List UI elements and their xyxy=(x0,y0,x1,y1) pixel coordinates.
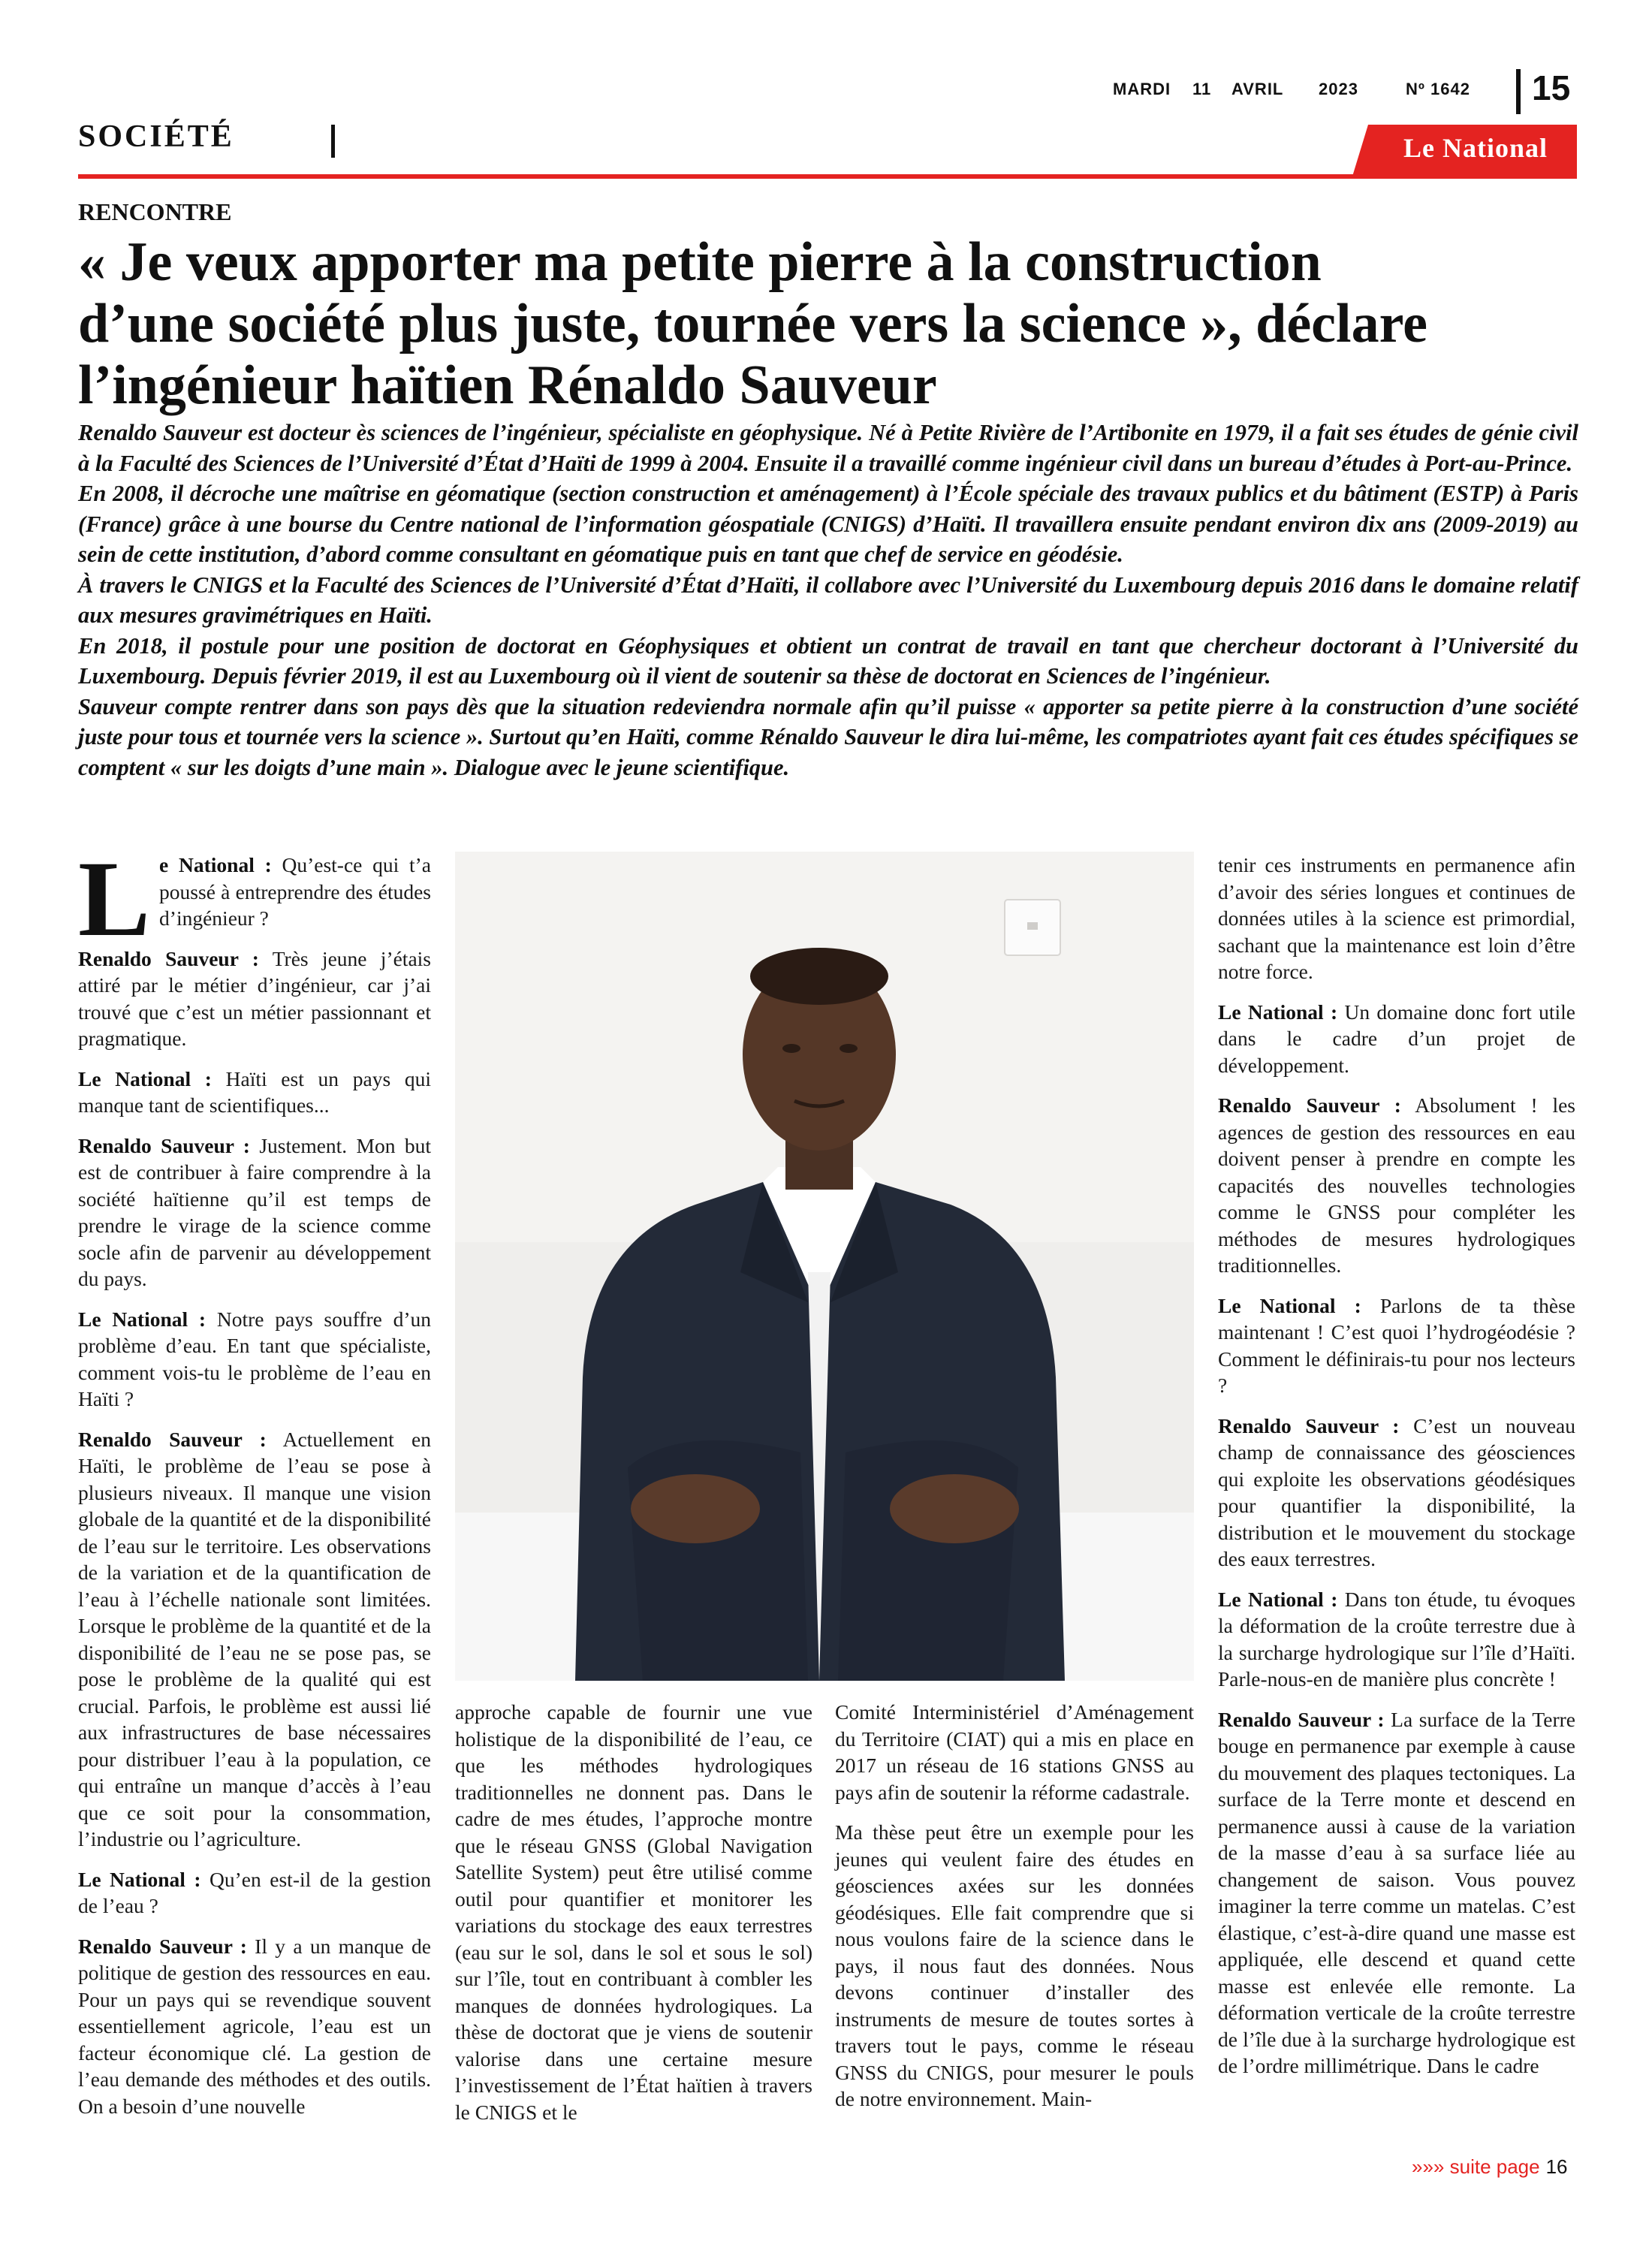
qa-paragraph xyxy=(1218,1413,1575,1573)
speaker: Le National : xyxy=(1218,1587,1338,1611)
qa-paragraph xyxy=(78,1066,431,1119)
section-title: SOCIÉTÉ xyxy=(78,119,234,154)
issue-date-number: 11 xyxy=(1192,80,1212,98)
qa-text: Il y a un manque de politique de gestion des ressources en eau. Pour un pays qui se revendique souvent essentiellement agricole, l’eau est un facteur économique clé. La gestion de l’eau demande des méthodes et des outils. On a besoin d’une nouvelle xyxy=(78,1934,431,2118)
continued-page-number: 16 xyxy=(1545,2155,1568,2178)
qa-paragraph xyxy=(1218,1292,1575,1399)
qa-text: Parlons de ta thèse maintenant ! C’est quoi l’hydrogéodésie ? Comment le définirais-tu pour nos lecteurs ? xyxy=(1218,1293,1575,1397)
header-divider xyxy=(1516,69,1521,114)
speaker: Le National : xyxy=(78,1307,206,1331)
qa-text: Absolument ! les agences de gestion des ressources en eau doivent penser à prendre en compte les capacités des nouvelles technologies comme le GNSS pour compléter les méthodes de mesures hydrologiques traditionnelles. xyxy=(1218,1093,1575,1277)
intro-paragraph: En 2008, il décroche une maîtrise en géomatique (section construction et aménagement) à l’École spéciale des travaux publics et du bâtiment (ESTP) à Paris (France) grâce à une bourse du Centre national de l’information géospatiale (CNIGS) d’Haïti. Il travaillera ensuite pendant environ dix ans (2009-2019) au sein de cette institution, d’abord comme consultant en géomatique puis en tant que chef de service en géodésie. xyxy=(78,481,1578,567)
qa-text: Qu’en est-il de la gestion de l’eau ? xyxy=(78,1867,431,1917)
speaker: Renaldo Sauveur : xyxy=(1218,1093,1401,1117)
headline-line: l’ingénieur haïtien Rénaldo Sauveur xyxy=(78,354,937,416)
qa-text: Justement. Mon but est de contribuer à faire comprendre à la société haïtienne qu’il est temps de prendre le virage de la science comme socle afin de parvenir au développement du pays. xyxy=(78,1133,431,1290)
issue-number: Nº 1642 xyxy=(1406,80,1470,98)
qa-text: C’est un nouveau champ de connaissance des géosciences qui exploite les observations géodésiques pour quantifier la disponibilité, la distribution et le mouvement du stockage des eaux terrestres. xyxy=(1218,1413,1575,1570)
qa-paragraph xyxy=(1218,852,1575,985)
intro-paragraph: Sauveur compte rentrer dans son pays dès que la situation redeviendra normale afin qu’il puisse « apporter sa petite pierre à la construction d’une société juste pour tous et tournée vers la science ». Surtout qu’en Haïti, comme Rénaldo Sauveur le dira lui-même, les compatriotes ayant fait ces études spécifiques se comptent « sur les doigts d’une main ». Dialogue avec le jeune scientifique. xyxy=(78,693,1578,780)
portrait-illustration xyxy=(455,852,1194,1681)
qa-paragraph xyxy=(1218,1092,1575,1279)
speaker: Le National : xyxy=(1218,1000,1338,1024)
article-kicker: RENCONTRE xyxy=(78,198,232,225)
speaker: e National : xyxy=(159,853,272,876)
column-4 xyxy=(1218,852,1575,2093)
portrait-photo xyxy=(455,852,1194,1681)
qa-paragraph xyxy=(78,1306,431,1413)
headline-line: d’une société plus juste, tournée vers la science », déclare xyxy=(78,293,1427,354)
header-rule xyxy=(78,174,1577,179)
speaker: Le National : xyxy=(78,1066,212,1090)
qa-paragraph xyxy=(78,1133,431,1292)
qa-paragraph xyxy=(78,1933,431,2120)
continued-on-page[interactable] xyxy=(1412,2155,1568,2179)
intro-paragraph: En 2018, il postule pour une position de doctorat en Géophysiques et obtient un contrat de travail en tant que chercheur doctorant à l’Université du Luxembourg. Depuis février 2019, il est au Luxembourg où il vient de soutenir sa thèse de doctorat en Sciences de l’ingénieur. xyxy=(78,632,1578,689)
intro-paragraph: Renaldo Sauveur est docteur ès sciences de l’ingénieur, spécialiste en géophysique. Né à Petite Rivière de l’Artibonite en 1979, il a fait ses études de génie civil à la Faculté des Sciences de l’Université d’État d’Haïti de 1999 à 2004. Ensuite il a travaillé comme ingénieur civil dans un bureau d’études à Port-au-Prince. xyxy=(78,420,1578,476)
section-divider xyxy=(331,125,335,158)
column-2 xyxy=(455,1699,812,2139)
intro-paragraph: À travers le CNIGS et la Faculté des Sciences de l’Université d’État d’Haïti, il collabore avec l’Université du Luxembourg depuis 2016 dans le domaine relatif aux mesures gravimétriques en Haïti. xyxy=(78,572,1578,628)
speaker: Renaldo Sauveur : xyxy=(78,1133,250,1157)
issue-year: 2023 xyxy=(1319,80,1358,98)
qa-paragraph xyxy=(1218,1586,1575,1693)
qa-paragraph: Comité Interministériel d’Aménagement du Territoire (CIAT) qui a mis en place en 2017 un réseau de 16 stations GNSS au pays afin de soutenir la réforme cadastrale. xyxy=(835,1700,1194,1804)
qa-text: Un domaine donc fort utile dans le cadre d’un projet de développement. xyxy=(1218,1000,1575,1077)
continued-label: »»» suite page xyxy=(1412,2155,1540,2178)
column-1 xyxy=(78,840,432,2133)
qa-paragraph: approche capable de fournir une vue holistique de la disponibilité de l’eau, ce que les méthodes hydrologiques traditionnelles ne donnent pas. Dans le cadre de mes études, l’approche montre que le réseau GNSS (Global Navigation Satellite System) peut être utilisé comme outil pour quantifier et monitorer les variations du stockage des eaux terrestres (eau sur le sol, dans le sol et sous le sol) sur l’île, tout en contribuant à combler les manques de données hydrologiques. La thèse de doctorat que je viens de soutenir valorise dans une certaine mesure l’investissement de l’État haïtien à travers le CNIGS et le xyxy=(455,1700,812,2124)
qa-text: Notre pays souffre d’un problème d’eau. En tant que spécialiste, comment vois-tu le problème de l’eau en Haïti ? xyxy=(78,1307,431,1410)
speaker: Renaldo Sauveur : xyxy=(78,1934,247,1958)
qa-paragraph xyxy=(78,1866,431,1920)
issue-month: AVRIL xyxy=(1231,80,1284,98)
qa-paragraph xyxy=(1218,1706,1575,2080)
headline-line: « Je veux apporter ma petite pierre à la construction xyxy=(78,231,1322,293)
drop-cap: L xyxy=(78,840,151,959)
speaker: Renaldo Sauveur : xyxy=(1218,1413,1400,1437)
brand-name: Le National xyxy=(1403,133,1548,163)
qa-paragraph xyxy=(78,946,431,1052)
qa-paragraph xyxy=(78,1426,431,1853)
page-number: 15 xyxy=(1532,68,1571,107)
qa-text: Haïti est un pays qui manque tant de scientifiques... xyxy=(78,1066,431,1117)
qa-text: Actuellement en Haïti, le problème de l’eau se pose à plusieurs niveaux. Il manque une vision globale de la quantité et de la disponibilité de l’eau sur le territoire. Les observations de la variation et de la quantification de l’eau à l’échelle nationale sont limitées. Lorsque le problème de la quantité et de la disponibilité de l’eau ne se pose pas, se pose le problème de la qualité qui est crucial. Parfois, le problème est aussi lié aux infrastructures de base nécessaires pour distribuer l’eau à la population, ce qui entraîne un manque d’accès à l’eau que ce soit pour la consommation, l’industrie ou l’agriculture. xyxy=(78,1427,432,1850)
qa-paragraph xyxy=(1218,999,1575,1079)
speaker: Renaldo Sauveur : xyxy=(78,1427,267,1451)
qa-paragraph: Ma thèse peut être un exemple pour les jeunes qui veulent faire des études en géosciences axées sur les données géodésiques. Elle fait comprendre que si nous voulons faire de la science dans le pays, il nous faut des données. Nous devons continuer d’installer des instruments de mesure de toutes sortes à travers tout le pays, comme le réseau GNSS du CNIGS, pour mesurer le pouls de notre environnement. Main- xyxy=(835,1820,1194,2110)
qa-text: Qu’est-ce qui t’a poussé à entreprendre des études d’ingénieur ? xyxy=(159,853,431,930)
speaker: Le National : xyxy=(1218,1293,1361,1317)
qa-text: tenir ces instruments en permanence afin d’avoir des séries longues et continues de données utiles à la science est primordial, sachant que la maintenance est loin d’être notre force. xyxy=(1218,853,1575,983)
article-intro xyxy=(78,418,1578,783)
qa-text: Dans ton étude, tu évoques la déformation de la croûte terrestre due à la surcharge hydrologique sur l’île d’Haïti. Parle-nous-en de manière plus concrète ! xyxy=(1218,1587,1575,1691)
qa-text: Très jeune j’étais attiré par le métier d’ingénieur, car j’ai trouvé que c’est un métier passionnant et pragmatique. xyxy=(78,946,431,1050)
headline xyxy=(78,231,1580,416)
column-3 xyxy=(835,1699,1194,2126)
speaker: Renaldo Sauveur : xyxy=(78,946,259,970)
issue-day: MARDI xyxy=(1113,80,1171,98)
speaker: Renaldo Sauveur : xyxy=(1218,1707,1385,1731)
qa-text: La surface de la Terre bouge en permanence par exemple à cause du mouvement des plaques tectoniques. La surface de la Terre monte et descend en permanence aussi à cause de la variation de la masse d’eau à sa surface liée au changement de saison. Vous pouvez imaginer la terre comme un matelas. C’est élastique, c’est-à-dire quand une masse est appliquée, elle descend et quand cette masse est enlevée elle remonte. La déformation verticale de la croûte terrestre de l’île due à la surcharge hydrologique est de l’ordre millimétrique. Dans le cadre xyxy=(1218,1707,1575,2077)
speaker: Le National : xyxy=(78,1867,201,1891)
